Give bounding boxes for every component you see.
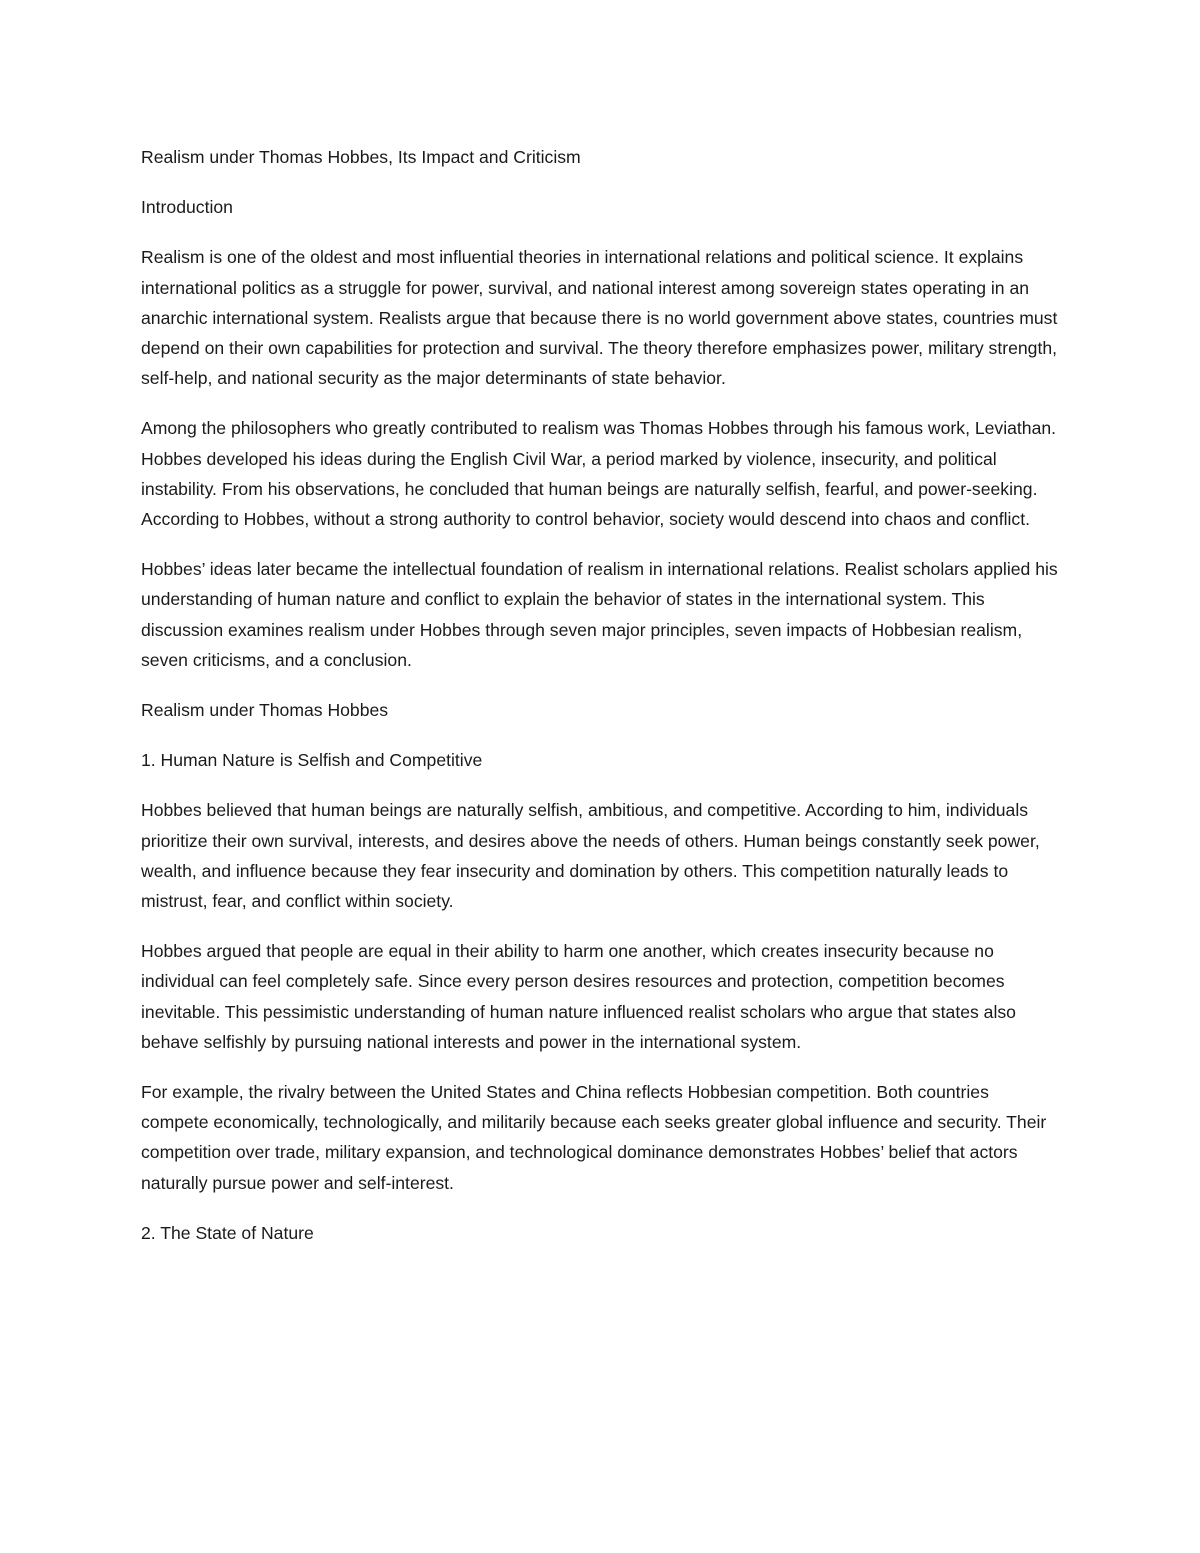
subsection-1-paragraph-3: For example, the rivalry between the United States and China reflects Hobbesian competition. Both countries compete economically, technologically, and militarily because each seeks greater global influence and security. Their competition over trade, military expansion, and technological dominance demonstrates Hobbes’ belief that actors naturally pursue power and self-interest. xyxy=(141,1082,1047,1193)
subsection-1-paragraph-2: Hobbes argued that people are equal in their ability to harm one another, which creates insecurity because no individual can feel completely safe. Since every person desires resources and protection, competition becomes inevitable. This pessimistic understanding of human nature influenced realist scholars who argue that states also behave selfishly by pursuing national interests and power in the international system. xyxy=(141,941,1016,1052)
intro-paragraph-3: Hobbes’ ideas later became the intellectual foundation of realism in international relations. Realist scholars applied his understanding of human nature and conflict to explain the behavior of states in the international system. This discussion examines realism under Hobbes through seven major principles, seven impacts of Hobbesian realism, seven criticisms, and a conclusion. xyxy=(141,559,1058,670)
intro-paragraph-2: Among the philosophers who greatly contributed to realism was Thomas Hobbes through his famous work, Leviathan. Hobbes developed his ideas during the English Civil War, a period marked by violence, insecurity, and political instability. From his observations, he concluded that human beings are naturally selfish, fearful, and power-seeking. According to Hobbes, without a strong authority to control behavior, society would descend into chaos and conflict. xyxy=(141,418,1057,530)
introduction-heading: Introduction xyxy=(141,197,233,218)
subsection-1-paragraph-1: Hobbes believed that human beings are naturally selfish, ambitious, and competitive. According to him, individuals prioritize their own survival, interests, and desires above the needs of others. Human beings constantly seek power, wealth, and influence because they fear insecurity and domination by others. This competition naturally leads to mistrust, fear, and conflict within society. xyxy=(141,800,1040,912)
document-title: Realism under Thomas Hobbes, Its Impact and Criticism xyxy=(141,147,581,167)
document-body xyxy=(141,142,1061,1268)
intro-paragraph-1: Realism is one of the oldest and most influential theories in international relations and political science. It explains international politics as a struggle for power, survival, and national interest among sovereign states operating in an anarchic international system. Realists argue that because there is no world government above states, countries must depend on their own capabilities for protection and survival. The theory therefore emphasizes power, military strength, self-help, and national security as the major determinants of state behavior. xyxy=(141,247,1058,389)
subsection-2-heading: 2. The State of Nature xyxy=(141,1222,314,1243)
section-heading: Realism under Thomas Hobbes xyxy=(141,700,389,721)
subsection-1-heading: 1. Human Nature is Selfish and Competitive xyxy=(141,750,483,771)
